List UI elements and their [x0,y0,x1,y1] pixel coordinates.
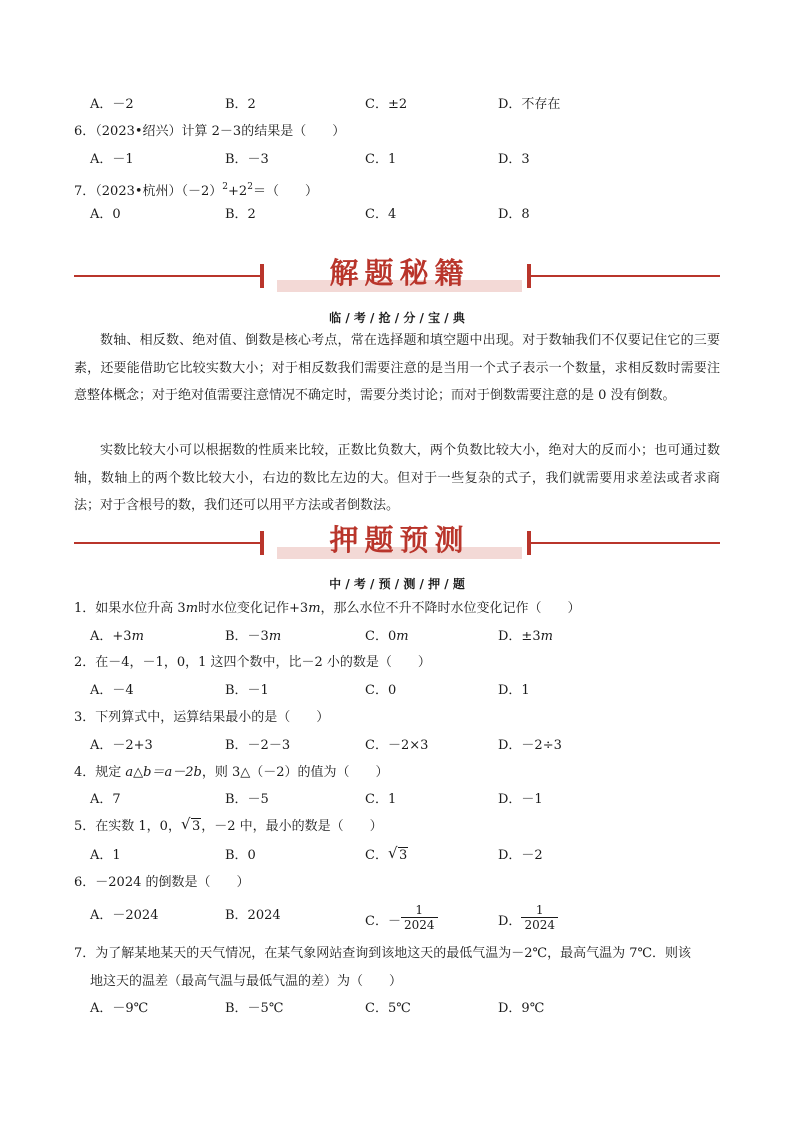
option-d [498,903,558,936]
fraction [401,903,438,932]
section-banner-tips [74,256,720,296]
option-b: B．2 [225,97,256,112]
option-a: A．7 [90,792,121,807]
option-a: A．－9℃ [90,1001,149,1016]
option-c: C．5℃ [365,1001,411,1016]
q4-post: ，则 3△（－2）的值为（ ） [201,765,389,780]
radicand: 3 [191,819,201,834]
option-d: D．－2 [498,848,543,863]
radical-sign: √ [180,815,191,833]
option-a: A．－1 [90,152,134,167]
question-3-options [90,737,730,755]
q7-mid: +2 [228,184,248,199]
option-c-label: C．－ [365,914,401,929]
option-c [365,844,408,865]
option-c-text: C．0 [365,629,397,644]
option-b-unit: m [268,629,282,644]
option-d: D．9℃ [498,1001,545,1016]
q7-exponent-2: 2 [247,182,253,192]
prev-q6-stem: 6．（2023•绍兴）计算 2－3的结果是（ ） [74,124,346,139]
option-c: C．4 [365,207,397,222]
prev-q7-stem [74,178,318,201]
option-d: D．3 [498,152,530,167]
option-b: B．－1 [225,683,269,698]
question-5-options [90,844,730,865]
option-b: B．－3 [225,152,269,167]
question-2-stem: 2．在－4，－1，0，1 这四个数中，比－2 小的数是（ ） [74,655,431,670]
question-6-stem: 6．－2024 的倒数是（ ） [74,875,250,890]
banner-rule-right [531,275,720,277]
option-d-label: D． [498,914,522,929]
option-d: D．8 [498,207,530,222]
option-c: C．±2 [365,97,408,112]
denominator: 2024 [524,918,555,932]
question-7-options [90,1000,730,1018]
option-a-text: A．+3 [90,629,132,644]
fraction [521,903,558,932]
banner-rule-right [531,542,720,544]
question-4-stem [74,764,389,782]
option-c [365,628,409,646]
option-a: A．1 [90,848,121,863]
option-b: B．－5℃ [225,1001,284,1016]
question-1-stem [74,600,581,618]
q7-exponent-1: 2 [222,182,229,192]
numerator: 1 [521,903,558,918]
q4-definition: a△b＝a－2b [125,765,202,780]
q5-pre: 5．在实数 1，0， [74,819,181,834]
option-c-label: C． [365,848,388,863]
banner-rule-left [74,542,260,544]
option-b: B．－2－3 [225,738,291,753]
option-c [365,903,438,936]
option-b: B．2 [225,207,256,222]
q1-text-a: 1．如果水位升高 3 [74,601,186,616]
option-d: D．－1 [498,792,543,807]
section-subtitle-predict: 中 / 考 / 预 / 测 / 押 / 题 [329,577,465,591]
option-b-text: B．－3 [225,629,269,644]
option-a-unit: m [131,629,144,644]
option-b: B．0 [225,848,256,863]
question-3-stem: 3．下列算式中，运算结果最小的是（ ） [74,710,330,725]
question-7-stem-line-2: 地这天的温差（最高气温与最低气温的差）为（ ） [90,974,403,989]
option-a: A．－4 [90,683,134,698]
option-a: A．0 [90,207,121,222]
option-c: C．1 [365,152,397,167]
option-c: C．1 [365,792,397,807]
radical-sign: √ [387,844,398,862]
option-a [90,628,144,646]
prev-q7-options [90,206,730,224]
section-subtitle-tips: 临 / 考 / 抢 / 分 / 宝 / 典 [329,311,465,325]
section-title-tips: 解题秘籍 [329,256,470,290]
q5-post: ，－2 中，最小的数是（ ） [201,819,383,834]
option-d: D．1 [498,683,530,698]
question-2-options [90,682,730,700]
section-banner-predict [74,523,720,563]
option-d-text: D．±3 [498,629,541,644]
banner-rule-left [74,275,260,277]
option-d: D．－2÷3 [498,738,562,753]
option-a: A．－2 [90,97,134,112]
question-6-options [90,903,730,932]
question-1-options [90,628,730,646]
option-c: C．－2×3 [365,738,429,753]
radicand: 3 [398,848,408,863]
denominator: 2024 [403,918,435,932]
sqrt-expression [180,815,201,836]
option-b: B．－5 [225,792,269,807]
question-4-options [90,791,730,809]
numerator: 1 [401,903,438,918]
sqrt-expression [387,844,408,865]
option-a: A．－2024 [90,908,159,923]
question-5-stem [74,815,383,836]
prev-q5-options [90,96,730,114]
option-a: A．－2+3 [90,738,153,753]
tips-paragraph-1: 数轴、相反数、绝对值、倒数是核心考点，常在选择题和填空题中出现。对于数轴我们不仅要记住它的三要素，还要能借助它比较实数大小；对于相反数我们需要注意的是当用一个式子表示一个数量，求相反数时需要注意整体概念；对于绝对值需要注意情况不确定时，需要分类讨论；而对于倒数需要注意的是 0 没有倒数。 [74,333,720,403]
q1-text-c: ，那么水位不升不降时水位变化记作（ ） [320,601,581,616]
question-7-stem-line-1: 7．为了解某地某天的天气情况，在某气象网站查询到该地这天的最低气温为－2℃，最高气温为 7℃．则该 [74,946,692,961]
q7-post: ＝（ ） [252,184,318,199]
tips-paragraph-2: 实数比较大小可以根据数的性质来比较，正数比负数大，两个负数比较大小，绝对大的反而小；也可通过数轴，数轴上的两个数比较大小，右边的数比左边的大。但对于一些复杂的式子，我们就需要用求差法或者求商法；对于含根号的数，我们还可以用平方法或者倒数法。 [74,443,720,513]
q1-unit-1: m [185,601,199,616]
q4-pre: 4．规定 [74,765,126,780]
banner-tick-left [260,531,264,555]
option-c-unit: m [396,629,409,644]
option-d: D．不存在 [498,97,561,112]
q7-pre: 7．（2023•杭州）（－2） [74,184,223,199]
option-b [225,628,281,646]
section-title-predict: 押题预测 [329,523,470,557]
option-d-unit: m [540,629,553,644]
q1-text-b: 时水位变化记作+3 [198,601,309,616]
option-d [498,628,553,646]
prev-q6-options [90,151,730,169]
option-c: C．0 [365,683,397,698]
banner-tick-left [260,264,264,288]
q1-unit-2: m [308,601,321,616]
option-b: B．2024 [225,908,281,923]
